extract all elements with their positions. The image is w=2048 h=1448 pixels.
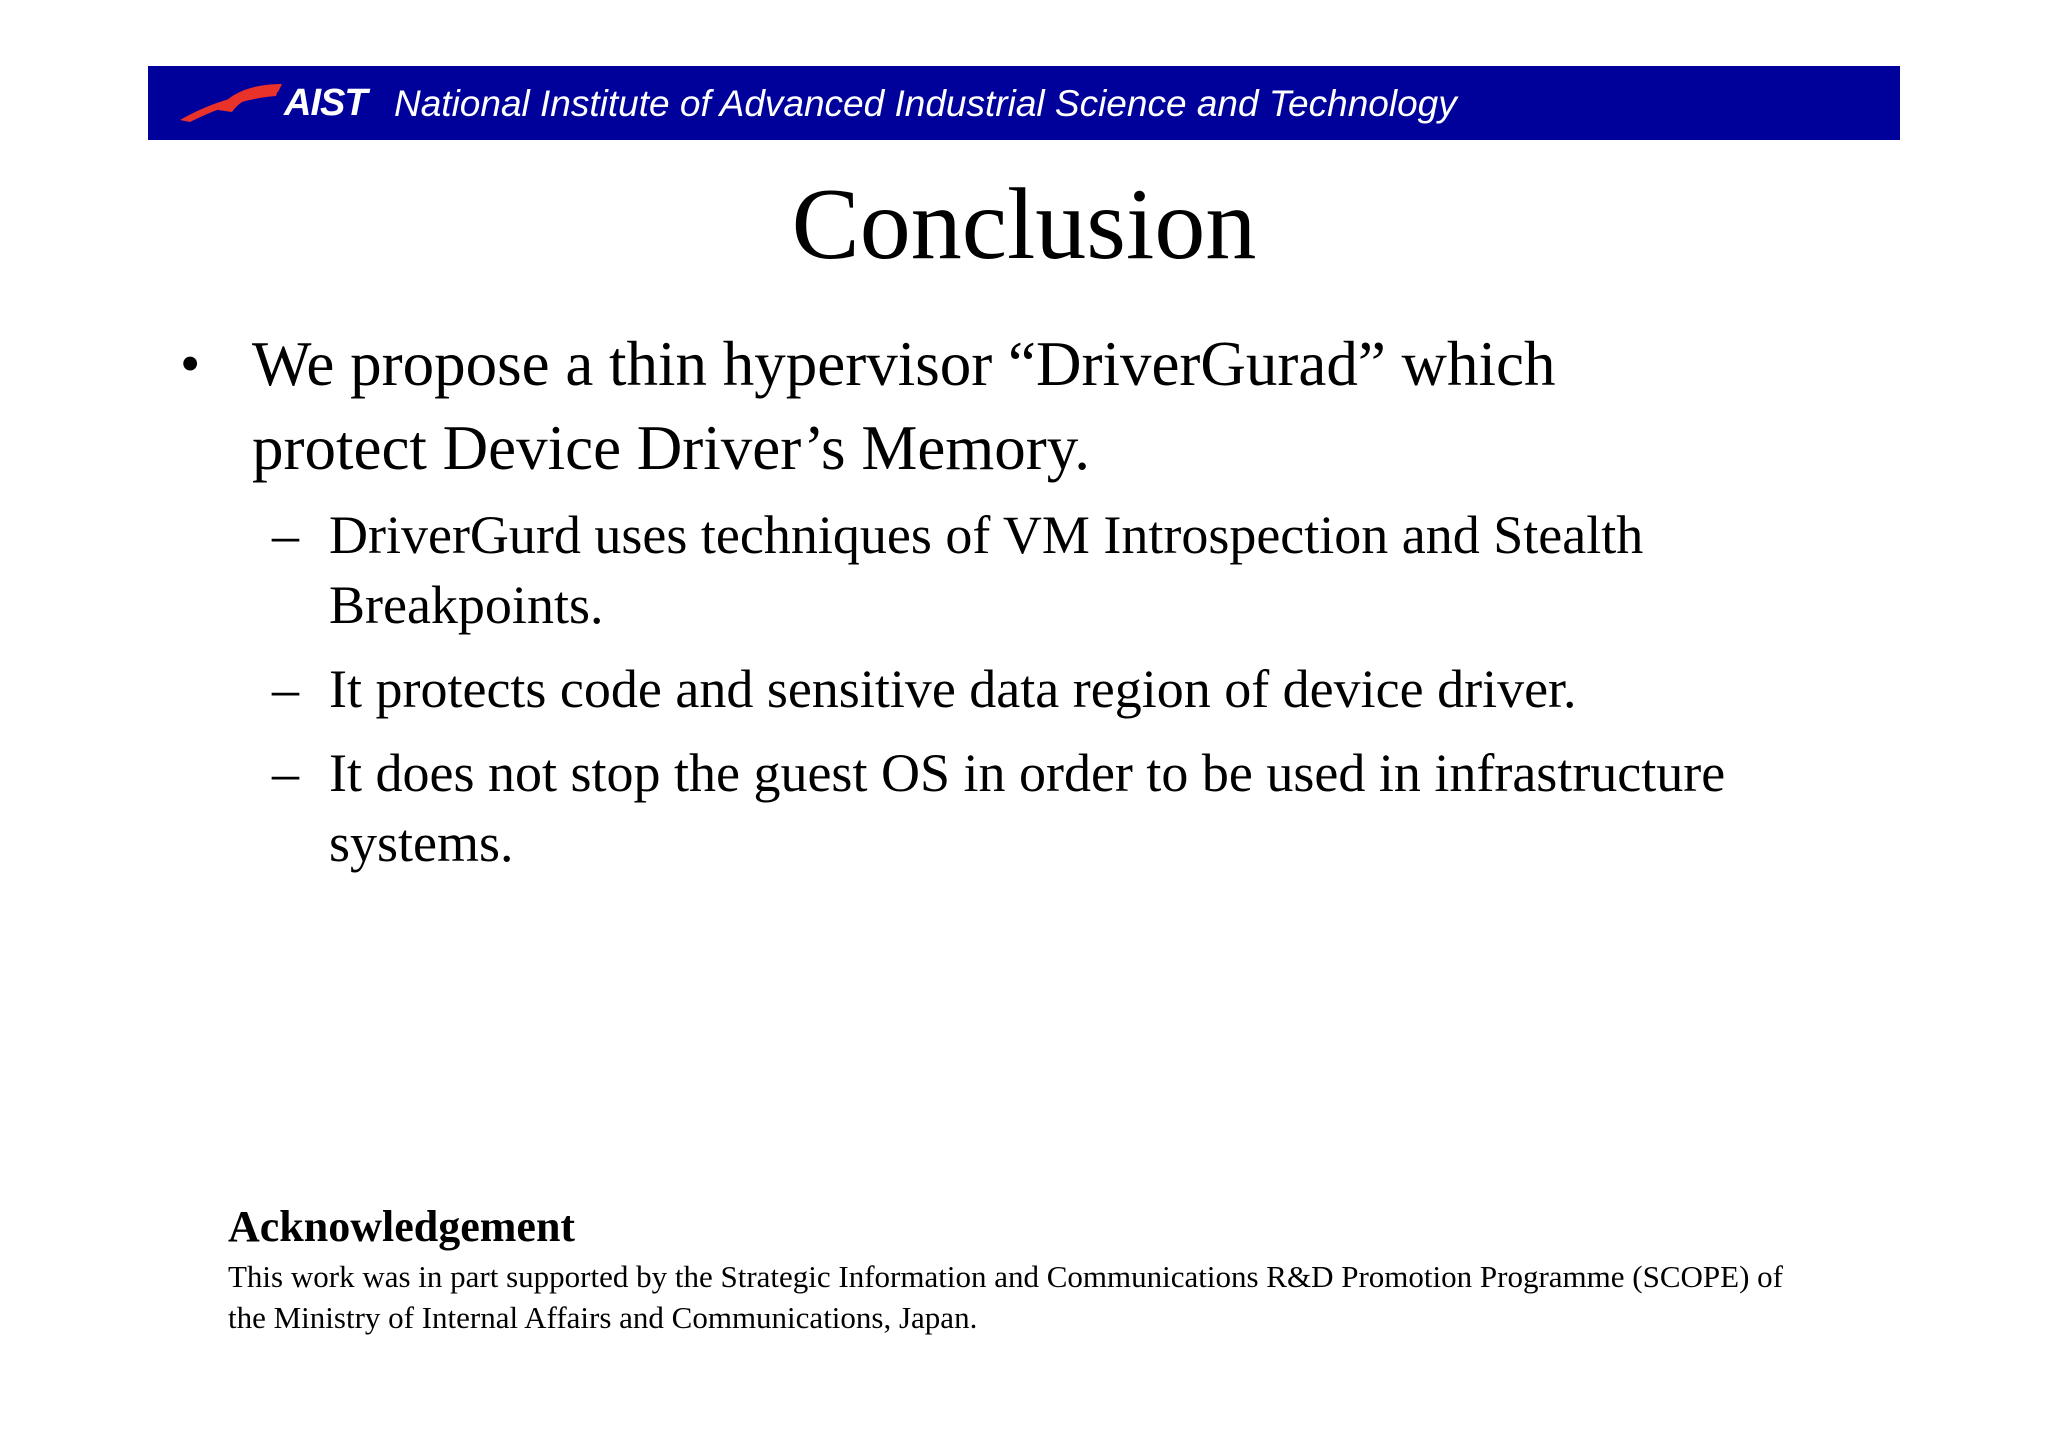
sub-bullet xyxy=(272,654,1872,724)
main-bullet xyxy=(180,322,1740,490)
slide-title: Conclusion xyxy=(791,168,1257,281)
logo-text: AIST xyxy=(284,82,367,124)
acknowledgement-body: This work was in part supported by the Strategic Information and Communications R&D Promotion Programme (SCOPE) of the Ministry of Internal Affairs and Communications, Japan. xyxy=(228,1259,1783,1335)
sub-bullet-text: It protects code and sensitive data region of device driver. xyxy=(329,659,1577,719)
sub-bullet xyxy=(272,500,1872,640)
main-bullet-text: We propose a thin hypervisor “DriverGurad” which protect Device Driver’s Memory. xyxy=(252,329,1556,483)
aist-logo xyxy=(178,80,367,126)
acknowledgement-heading: Acknowledgement xyxy=(228,1202,576,1251)
dash-marker: – xyxy=(272,743,299,803)
sub-bullet xyxy=(272,738,1872,878)
sub-bullet-text: DriverGurd uses techniques of VM Introspection and Stealth Breakpoints. xyxy=(329,505,1644,635)
header-bar xyxy=(148,66,1900,140)
dash-marker: – xyxy=(272,659,299,719)
institute-name: National Institute of Advanced Industrial Science and Technology xyxy=(394,83,1457,124)
aist-swoosh-icon xyxy=(178,80,288,126)
sub-bullet-text: It does not stop the guest OS in order to be used in infrastructure systems. xyxy=(329,743,1726,873)
dash-marker: – xyxy=(272,505,299,565)
bullet-marker: • xyxy=(180,331,201,396)
